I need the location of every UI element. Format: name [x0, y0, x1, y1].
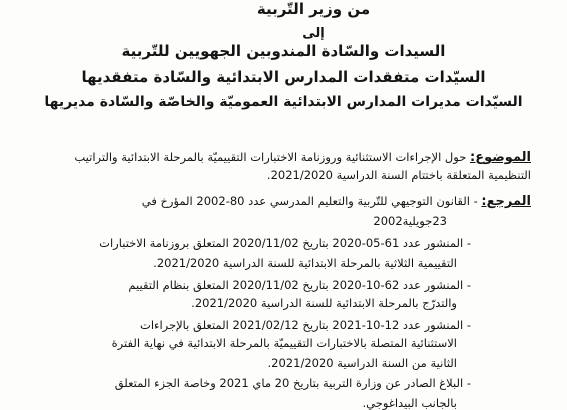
to-line: إلى	[302, 26, 325, 41]
subject-label: الموضوع:	[470, 150, 531, 165]
reference-item-5-text-2: بالجانب البيداغوجي.	[362, 396, 457, 410]
reference-item-2-text-2: التقييمية الثلاثية بالمرحلة الابتدائية للسنة الدراسية 2021/2020.	[153, 256, 457, 270]
subject-line-1	[74, 150, 531, 165]
reference-label: المرجع:	[481, 194, 531, 209]
reference-item-5-text-1: - البلاغ الصادر عن وزارة التربية بتاريخ 20 ماي 2021 وخاصة الجزء المتعلق	[114, 376, 471, 390]
recipient-line-1: السيدات والسّادة المندوبين الجهويين للتّربية	[121, 42, 446, 60]
sender-line: من وزير التّربية	[256, 0, 371, 18]
recipient-line-2: السيّدات متفقدات المدارس الابتدائية والسّادة متفقديها	[81, 68, 486, 86]
reference-item-2-text-1: - المنشور عدد 61-05-2020 بتاريخ 2020/11/02 المتعلق بروزنامة الاختبارات	[99, 236, 471, 250]
reference-item-4-text-2: الاستثنائية المتصلة بالاختبارات التقييميّة بالمرحلة الابتدائية في نهاية الفترة	[111, 336, 457, 350]
reference-item-3-text-1: - المنشور عدد 62-10-2020 بتاريخ 2020/11/02 المتعلق بنظام التقييم	[128, 278, 471, 292]
subject-line-2: التنظيمية المتعلقة باختتام السنة الدراسية 2021/2020.	[266, 168, 531, 182]
reference-item-4-text-3: الثانية من السنة الدراسية 2021/2020.	[267, 356, 457, 370]
reference-item-1-text-1: - القانون التوجيهي للتّربية والتعليم المدرسي عدد 80-2002 المؤرخ في	[141, 194, 478, 208]
subject-text-1: حول الإجراءات الاستثنائية وروزنامة الاختبارات التقييميّة بالمرحلة الابتدائية والتراتيب	[74, 150, 467, 164]
reference-item-1-text-2: 23جويلية2002	[373, 214, 447, 228]
reference-line-1	[142, 194, 531, 209]
reference-item-3-text-2: والتدرّج بالمرحلة الابتدائية للسنة الدراسية 2021/2020.	[191, 296, 457, 310]
recipient-line-3: السيّدات مديرات المدارس الابتدائية العموميّة والخاصّة والسّادة مديريها	[44, 94, 523, 110]
reference-item-4-text-1: - المنشور عدد 12-10-2021 بتاريخ 2021/02/12 المتعلق بالإجراءات	[140, 318, 471, 332]
